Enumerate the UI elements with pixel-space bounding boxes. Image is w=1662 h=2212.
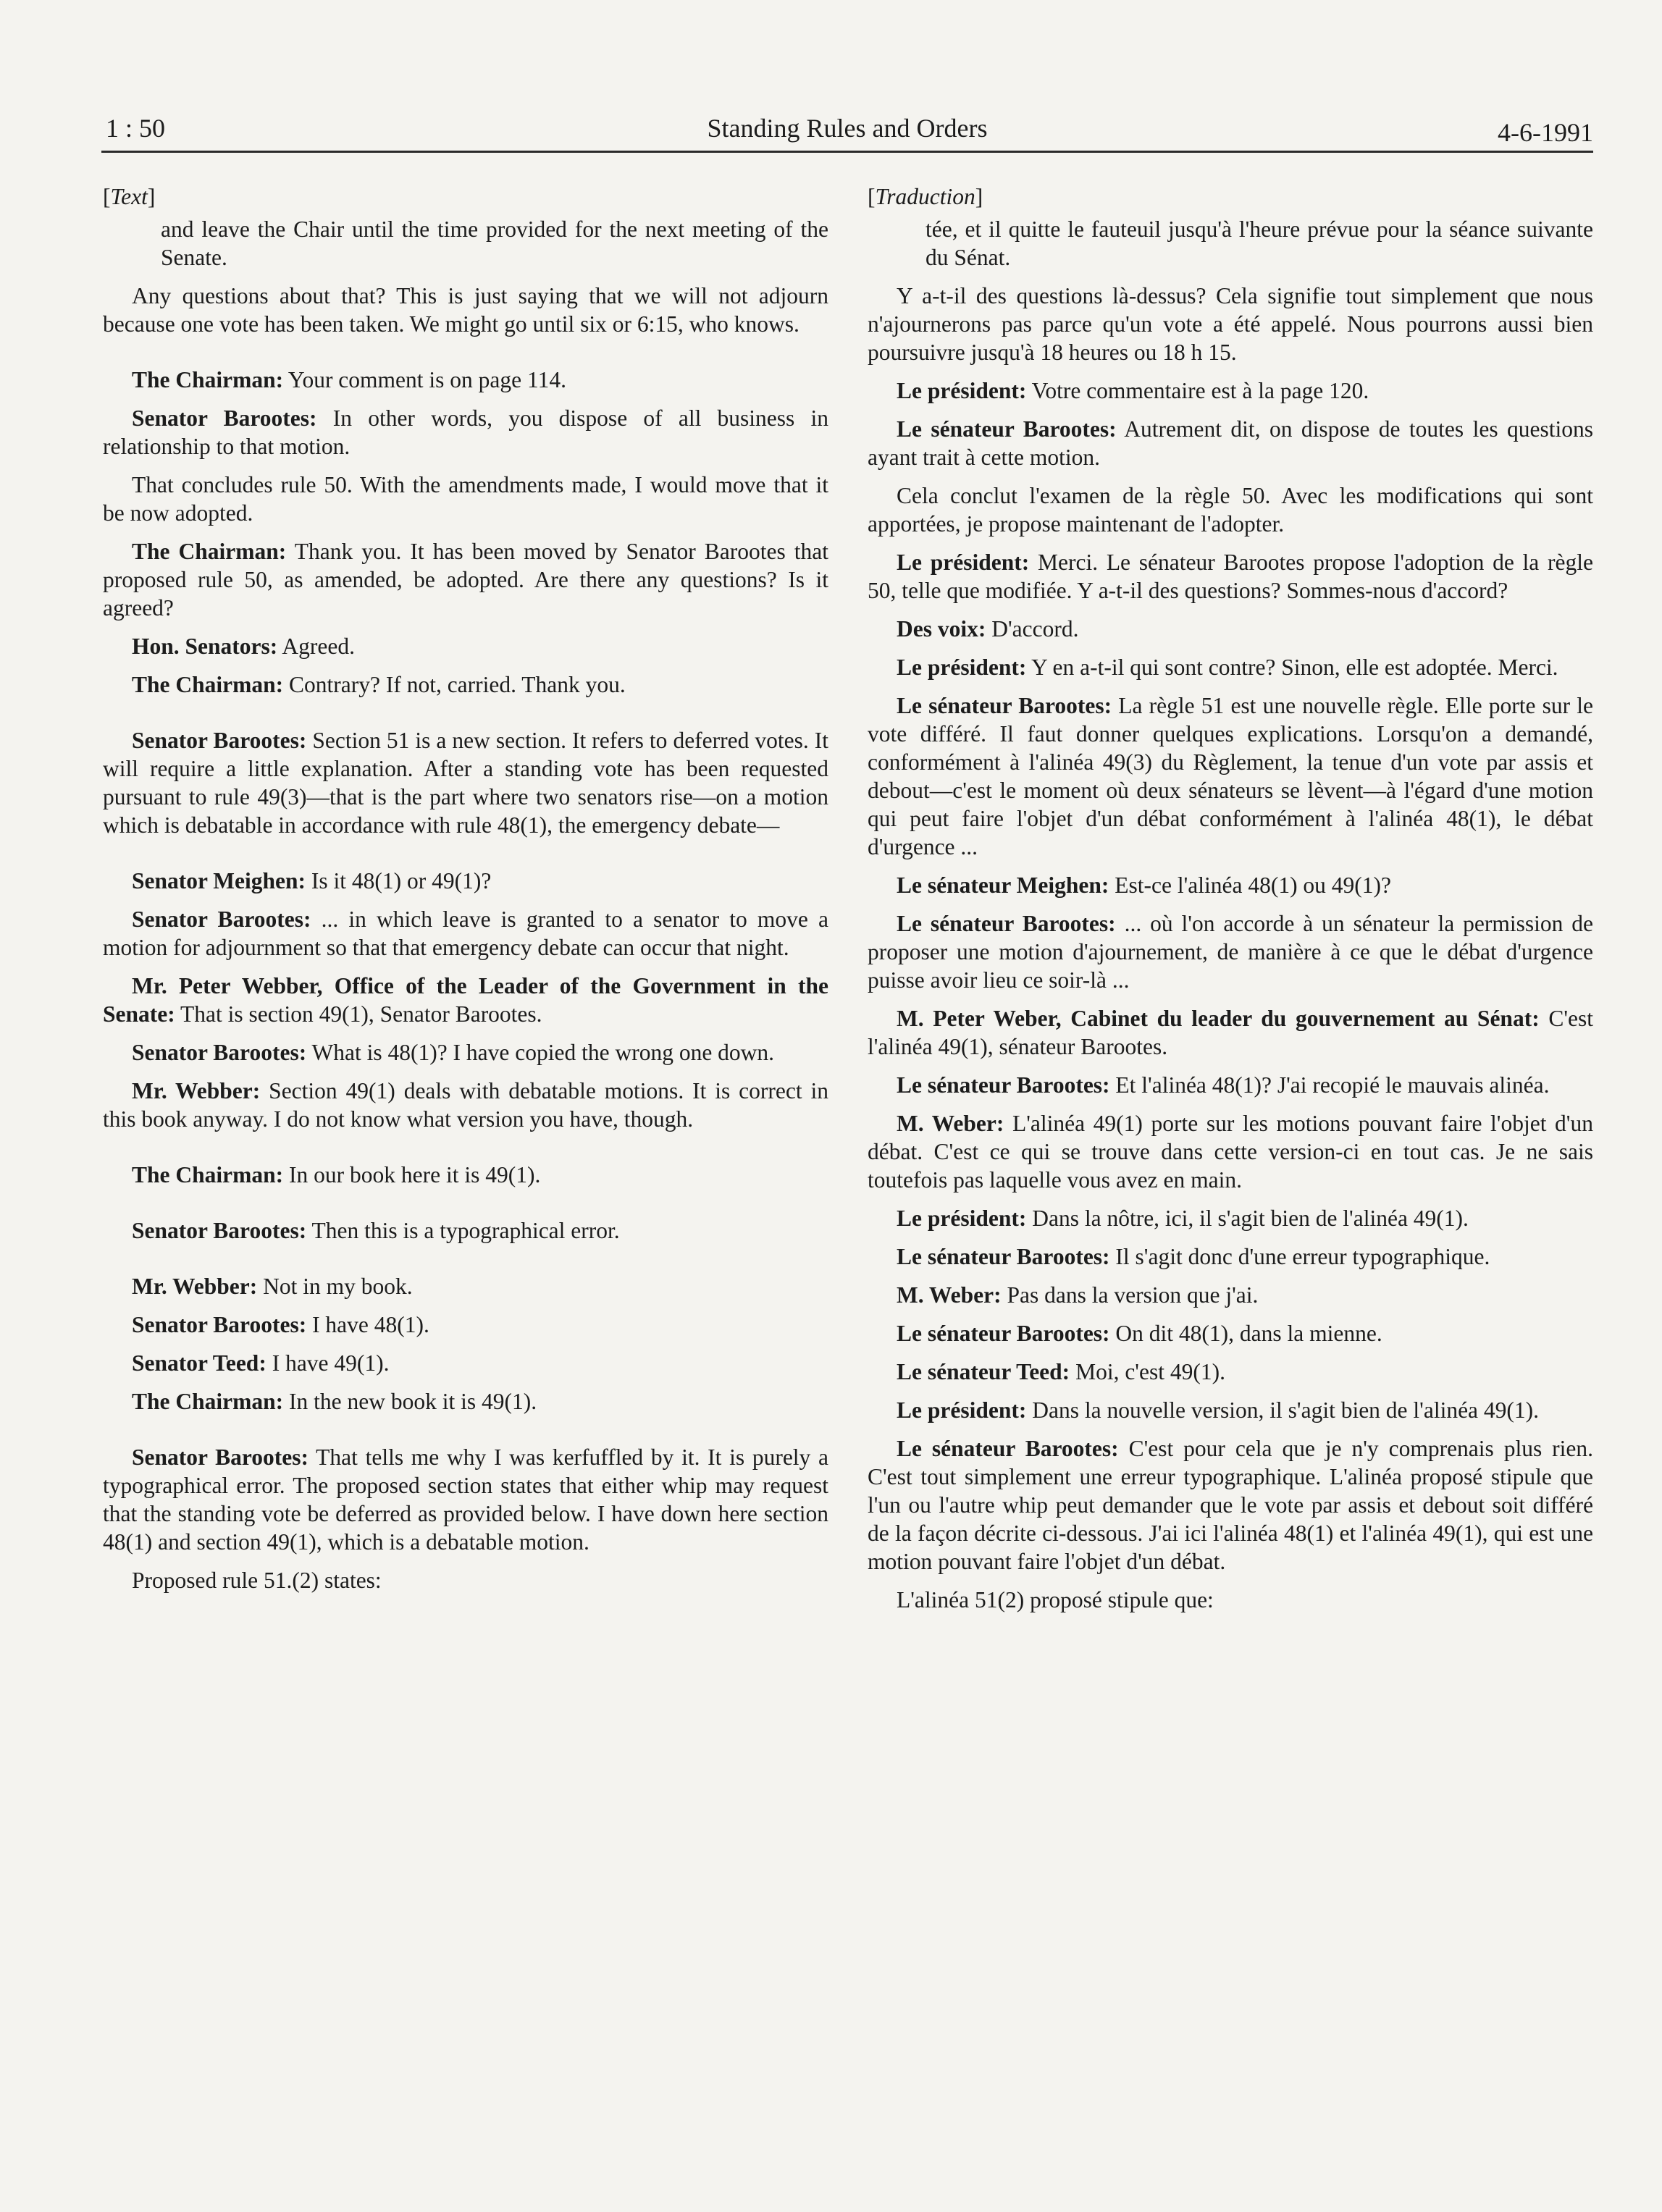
english-column <box>103 182 828 1605</box>
speaker-name: Mr. Webber: <box>132 1078 261 1103</box>
paragraph-text: Contrary? If not, carried. Thank you. <box>283 672 626 697</box>
speaker-name: Le sénateur Barootes: <box>897 1321 1110 1346</box>
transcript-paragraph <box>868 1358 1593 1386</box>
transcript-paragraph <box>868 1071 1593 1099</box>
speaker-name: Le sénateur Barootes: <box>897 1072 1110 1098</box>
paragraph-text: Dans la nôtre, ici, il s'agit bien de l'alinéa 49(1). <box>1026 1206 1469 1231</box>
speaker-name: The Chairman: <box>132 367 284 392</box>
speaker-name: Mr. Peter Webber, Office of the Leader of the Government in the Senate: <box>103 973 828 1027</box>
speaker-name: Senator Barootes: <box>132 728 307 753</box>
transcript-paragraph <box>103 1038 828 1067</box>
speaker-name: M. Weber: <box>897 1111 1004 1136</box>
paragraph-text: In the new book it is 49(1). <box>283 1389 537 1414</box>
paragraph-text: Il s'agit donc d'une erreur typographique. <box>1109 1244 1490 1269</box>
transcript-paragraph <box>868 653 1593 681</box>
speaker-name: Des voix: <box>897 616 986 642</box>
speaker-name: Le président: <box>897 378 1027 403</box>
speaker-name: Senator Barootes: <box>132 907 311 932</box>
paragraph-text: Est-ce l'alinéa 48(1) ou 49(1)? <box>1109 872 1392 898</box>
transcript-paragraph <box>868 615 1593 643</box>
paragraph-text: Y en a-t-il qui sont contre? Sinon, elle est adoptée. Merci. <box>1026 655 1558 680</box>
speaker-name: The Chairman: <box>132 672 284 697</box>
transcript-paragraph <box>103 1349 828 1377</box>
speaker-name: M. Peter Weber, Cabinet du leader du gouvernement au Sénat: <box>897 1006 1540 1031</box>
paragraph-text: La règle 51 est une nouvelle règle. Elle porte sur le vote différé. Il faut donner quelques explications. Lorsqu'on a demandé, conformément à l'alinéa 49(3) du Règlement, la tenue d'un vote par assis et debout—c'est le moment où deux sénateurs se lèvent—à l'égard d'une motion qui peut faire l'objet d'un débat conformément à l'alinéa 48(1), le débat d'urgence ... <box>868 693 1594 859</box>
transcript-paragraph <box>103 1443 828 1556</box>
transcript-paragraph <box>868 481 1593 538</box>
transcript-paragraph <box>103 1311 828 1339</box>
paragraph-text: That is section 49(1), Senator Barootes. <box>175 1001 542 1027</box>
transcript-paragraph <box>868 871 1593 899</box>
transcript-paragraph <box>103 726 828 839</box>
speaker-name: Le président: <box>897 1206 1027 1231</box>
transcript-paragraph <box>103 471 828 527</box>
transcript-paragraph <box>103 215 828 272</box>
paragraph-text: Your comment is on page 114. <box>283 367 566 392</box>
transcript-paragraph <box>868 415 1593 471</box>
paragraph-text: Not in my book. <box>257 1274 413 1299</box>
transcript-paragraph <box>868 548 1593 605</box>
transcript-paragraph <box>103 1077 828 1133</box>
paragraph-text: C'est pour cela que je n'y comprenais plus rien. C'est tout simplement une erreur typographique. L'alinéa proposé stipule que l'un ou l'autre whip peut demander que le vote par assis et debout soit différé de la façon décrite ci-dessous. J'ai ici l'alinéa 48(1) et l'alinéa 49(1), qui est une motion pouvant faire l'objet d'un débat. <box>868 1436 1593 1574</box>
transcript-paragraph <box>868 282 1593 366</box>
speaker-name: Senator Meighen: <box>132 868 306 893</box>
transcript-paragraph <box>103 670 828 699</box>
running-title: Standing Rules and Orders <box>707 114 988 143</box>
paragraph-text: Agreed. <box>277 634 355 659</box>
speaker-name: Mr. Webber: <box>132 1274 258 1299</box>
paragraph-text: On dit 48(1), dans la mienne. <box>1109 1321 1382 1346</box>
paragraph-text: D'accord. <box>986 616 1079 642</box>
paragraph-text: Then this is a typographical error. <box>306 1218 620 1243</box>
speaker-name: Senator Barootes: <box>132 1218 307 1243</box>
paragraph-text: In our book here it is 49(1). <box>283 1162 541 1187</box>
paragraph-text: Y a-t-il des questions là-dessus? Cela signifie tout simplement que nous n'ajournerons pas parce qu'un vote a été appelé. Nous pourrons aussi bien poursuivre jusqu'à 18 heures ou 18 h 15. <box>868 283 1593 365</box>
speaker-name: Le président: <box>897 550 1030 575</box>
transcript-paragraph <box>868 1396 1593 1424</box>
speaker-name: Le président: <box>897 1397 1027 1423</box>
speaker-name: Senator Barootes: <box>132 1444 309 1470</box>
speaker-name: Le sénateur Barootes: <box>897 416 1117 442</box>
paragraph-text: L'alinéa 49(1) porte sur les motions pouvant faire l'objet d'un débat. C'est ce qui se trouve dans cette version-ci en tout cas. Je ne sais toutefois pas laquelle vous avez en main. <box>868 1111 1593 1193</box>
paragraph-text: Votre commentaire est à la page 120. <box>1026 378 1369 403</box>
paragraph-text: L'alinéa 51(2) proposé stipule que: <box>897 1587 1214 1612</box>
paragraph-text: What is 48(1)? I have copied the wrong one down. <box>306 1040 775 1065</box>
paragraph-text: Section 49(1) deals with debatable motions. It is correct in this book anyway. I do not know what version you have, though. <box>103 1078 828 1132</box>
transcript-paragraph <box>868 377 1593 405</box>
paragraph-text: In other words, you dispose of all business in relationship to that motion. <box>103 405 828 459</box>
speaker-name: Le sénateur Barootes: <box>897 1436 1119 1461</box>
speaker-name: Le sénateur Meighen: <box>897 872 1109 898</box>
transcript-paragraph <box>103 972 828 1028</box>
paragraph-text: Proposed rule 51.(2) states: <box>132 1568 382 1593</box>
column-label: [Traduction] <box>868 184 983 209</box>
speaker-name: The Chairman: <box>132 1162 284 1187</box>
paragraph-text: and leave the Chair until the time provided for the next meeting of the Senate. <box>161 216 828 270</box>
paragraph-text: Autrement dit, on dispose de toutes les questions ayant trait à cette motion. <box>868 416 1593 470</box>
column-label: [Text] <box>103 184 156 209</box>
transcript-paragraph <box>868 1281 1593 1309</box>
paragraph-text: Pas dans la version que j'ai. <box>1001 1282 1259 1308</box>
paragraph-text: I have 49(1). <box>266 1350 390 1376</box>
paragraph-text: Merci. Le sénateur Barootes propose l'adoption de la règle 50, telle que modifiée. Y a-t-il des questions? Sommes-nous d'accord? <box>868 550 1593 603</box>
transcript-paragraph <box>868 1204 1593 1232</box>
transcript-paragraph <box>103 1566 828 1594</box>
speaker-name: Le sénateur Barootes: <box>897 911 1116 936</box>
transcript-paragraph <box>103 366 828 394</box>
speaker-name: Le sénateur Barootes: <box>897 1244 1110 1269</box>
french-column <box>868 182 1593 1624</box>
transcript-paragraph <box>103 1272 828 1300</box>
transcript-paragraph <box>868 909 1593 994</box>
transcript-paragraph <box>103 1216 828 1245</box>
paragraph-text: ... où l'on accorde à un sénateur la permission de proposer une motion d'ajournement, de manière à ce que le débat d'urgence puisse avoir lieu ce soir-là ... <box>868 911 1593 993</box>
paragraph-text: Thank you. It has been moved by Senator Barootes that proposed rule 50, as amended, be adopted. Are there any questions? Is it agreed? <box>103 539 828 621</box>
paragraph-text: Et l'alinéa 48(1)? J'ai recopié le mauvais alinéa. <box>1109 1072 1550 1098</box>
transcript-paragraph <box>868 691 1593 861</box>
speaker-name: The Chairman: <box>132 539 287 564</box>
paragraph-text: Is it 48(1) or 49(1)? <box>306 868 492 893</box>
transcript-paragraph <box>103 867 828 895</box>
paragraph-text: Moi, c'est 49(1). <box>1070 1359 1225 1384</box>
speaker-name: Le président: <box>897 655 1027 680</box>
speaker-name: Senator Barootes: <box>132 1040 307 1065</box>
paragraph-text: I have 48(1). <box>306 1312 429 1337</box>
transcript-paragraph <box>103 404 828 461</box>
paragraph-text: tée, et il quitte le fauteuil jusqu'à l'heure prévue pour la séance suivante du Sénat. <box>926 216 1593 270</box>
header-date: 4-6-1991 <box>1498 118 1593 147</box>
transcript-paragraph <box>103 1161 828 1189</box>
transcript-paragraph <box>103 905 828 962</box>
transcript-paragraph <box>868 1109 1593 1194</box>
speaker-name: The Chairman: <box>132 1389 284 1414</box>
transcript-paragraph <box>103 282 828 338</box>
transcript-paragraph <box>868 1586 1593 1614</box>
transcript-paragraph <box>868 215 1593 272</box>
paragraph-text: Dans la nouvelle version, il s'agit bien de l'alinéa 49(1). <box>1026 1397 1540 1423</box>
transcript-paragraph <box>103 537 828 622</box>
page-number: 1 : 50 <box>106 114 166 143</box>
speaker-name: Senator Barootes: <box>132 1312 307 1337</box>
speaker-name: M. Weber: <box>897 1282 1002 1308</box>
paragraph-text: That concludes rule 50. With the amendments made, I would move that it be now adopted. <box>103 472 828 526</box>
speaker-name: Senator Barootes: <box>132 405 317 431</box>
paragraph-text: Any questions about that? This is just saying that we will not adjourn because one vote has been taken. We might go until six or 6:15, who knows. <box>103 283 828 337</box>
transcript-paragraph <box>103 1387 828 1416</box>
paragraph-text: Section 51 is a new section. It refers to deferred votes. It will require a little explanation. After a standing vote has been requested pursuant to rule 49(3)—that is the part where two senators rise—on a motion which is debatable in accordance with rule 48(1), the emergency debate— <box>103 728 828 838</box>
paragraph-text: C'est l'alinéa 49(1), sénateur Barootes. <box>868 1006 1593 1059</box>
speaker-name: Senator Teed: <box>132 1350 266 1376</box>
speaker-name: Le sénateur Teed: <box>897 1359 1070 1384</box>
transcript-paragraph <box>103 632 828 660</box>
transcript-paragraph <box>868 1242 1593 1271</box>
speaker-name: Hon. Senators: <box>132 634 278 659</box>
paragraph-text: Cela conclut l'examen de la règle 50. Avec les modifications qui sont apportées, je propose maintenant de l'adopter. <box>868 483 1593 537</box>
running-header <box>101 107 1593 153</box>
speaker-name: Le sénateur Barootes: <box>897 693 1112 718</box>
transcript-paragraph <box>868 1004 1593 1061</box>
paragraph-text: That tells me why I was kerfuffled by it. It is purely a typographical error. The proposed section states that either whip may request that the standing vote be deferred as provided below. I have down here section 48(1) and section 49(1), which is a debatable motion. <box>103 1444 828 1555</box>
transcript-paragraph <box>868 1434 1593 1576</box>
transcript-paragraph <box>868 1319 1593 1347</box>
paragraph-text: ... in which leave is granted to a senator to move a motion for adjournment so that that emergency debate can occur that night. <box>103 907 828 960</box>
